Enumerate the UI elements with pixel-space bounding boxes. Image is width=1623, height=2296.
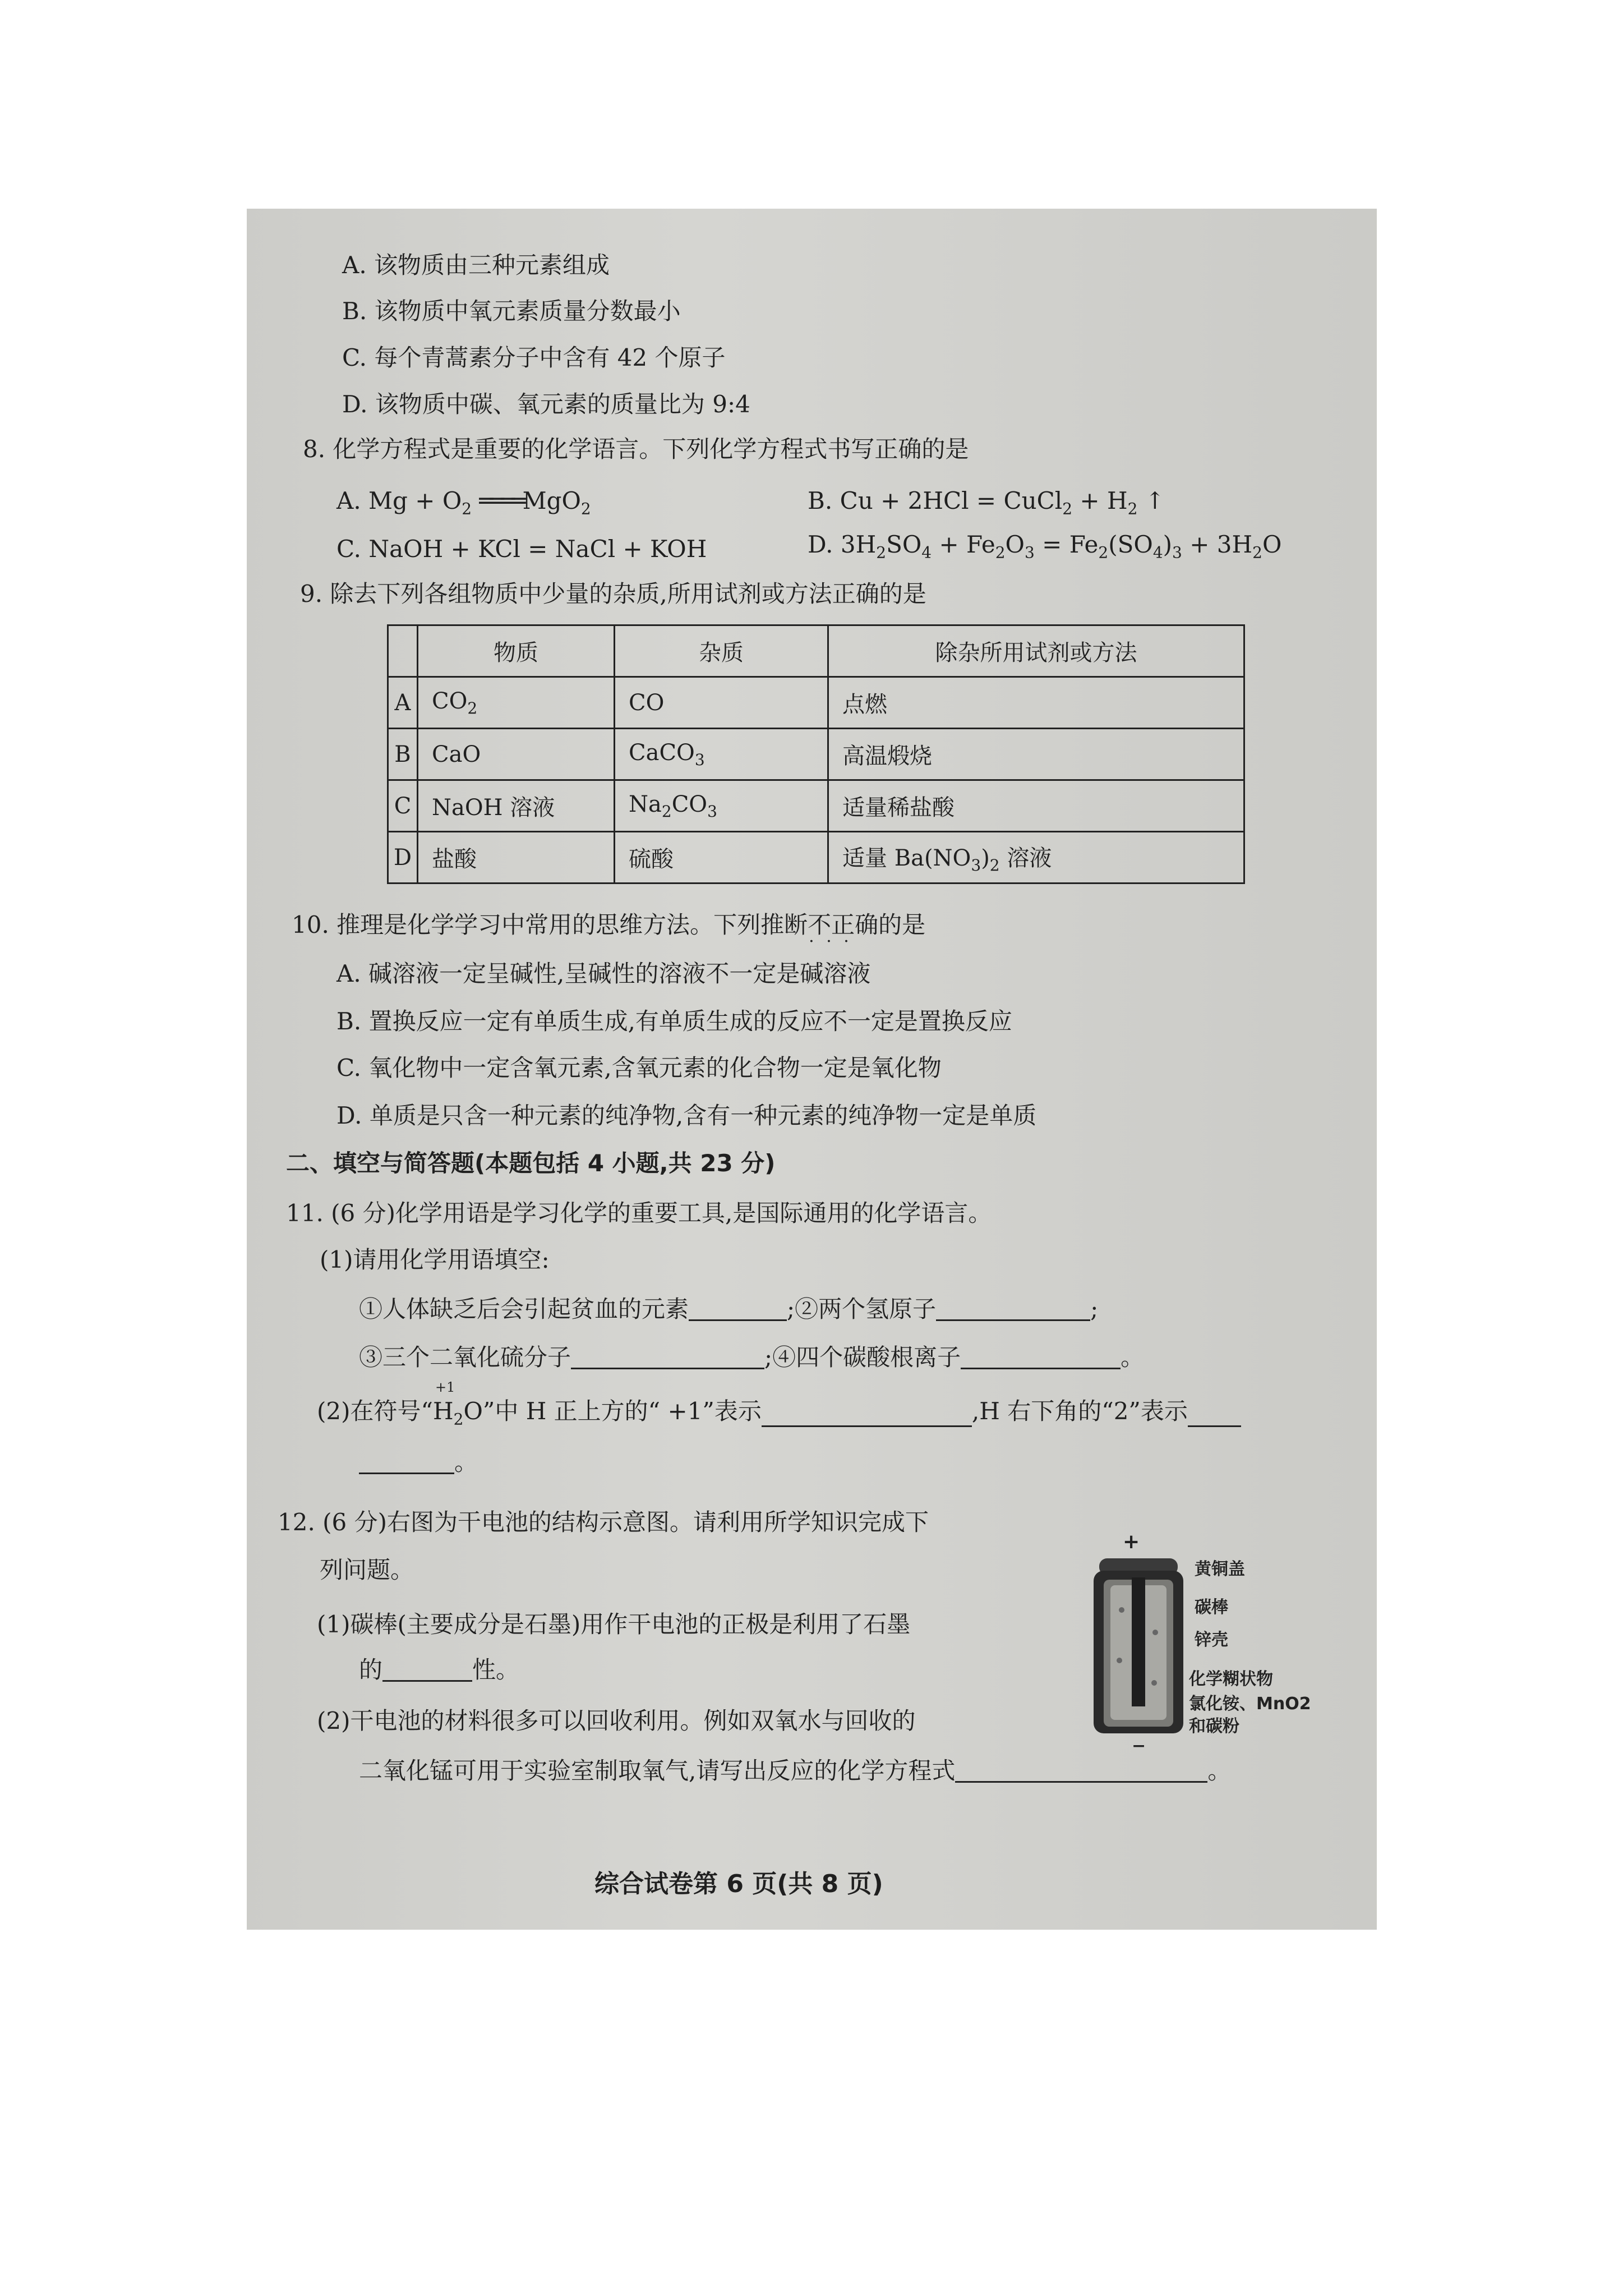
- q7-option-b: B. 该物质中氧元素质量分数最小: [342, 297, 681, 325]
- col-substance: 物质: [418, 625, 615, 677]
- q7-option-c: C. 每个青蒿素分子中含有 42 个原子: [342, 344, 726, 371]
- table-row: B CaO CaCO$_3$ 高温煅烧: [388, 729, 1244, 780]
- row-label: A: [388, 677, 418, 729]
- label-zinc-shell: 锌壳: [1195, 1630, 1228, 1650]
- label-carbon-powder: 和碳粉: [1189, 1717, 1239, 1736]
- label-chemical-paste: 化学糊状物: [1189, 1669, 1273, 1689]
- q10-option-c: C. 氧化物中一定含氧元素,含氧元素的化合物一定是氧化物: [336, 1054, 942, 1082]
- label-carbon-rod: 碳棒: [1195, 1598, 1228, 1617]
- table-row: A $CO_2$ CO 点燃: [388, 677, 1244, 729]
- q8-stem: 8. 化学方程式是重要的化学语言。下列化学方程式书写正确的是: [303, 435, 969, 463]
- answer-blank[interactable]: [961, 1345, 1121, 1369]
- q11-blank-line-1: ①人体缺乏后会引起贫血的元素 ;②两个氢原子 ;: [359, 1295, 1099, 1323]
- q12-stem-cont: 列问题。: [320, 1556, 414, 1584]
- svg-text:−: −: [1132, 1736, 1146, 1756]
- q12-part2: (2)干电池的材料很多可以回收利用。例如双氧水与回收的: [317, 1707, 916, 1734]
- answer-blank[interactable]: [571, 1345, 764, 1369]
- col-impurity: 杂质: [615, 625, 828, 677]
- battery-illustration: [1082, 1531, 1195, 1756]
- row-label: C: [388, 780, 418, 832]
- answer-blank[interactable]: [689, 1297, 787, 1321]
- q10-option-d: D. 单质是只含一种元素的纯净物,含有一种元素的纯净物一定是单质: [336, 1102, 1037, 1129]
- section-2-title: 二、填空与简答题(本题包括 4 小题,共 23 分): [286, 1149, 776, 1177]
- row-label: B: [388, 729, 418, 780]
- q8-option-c: C. NaOH + KCl = NaCl + KOH: [336, 535, 707, 563]
- q12-stem: 12. (6 分)右图为干电池的结构示意图。请利用所学知识完成下: [278, 1508, 929, 1536]
- table-row: D 盐酸 硫酸 适量 $Ba(NO_3)_2$ 溶液: [388, 832, 1244, 884]
- q8-option-d: D. $3H_2SO_4 + Fe_2O_3 = Fe_2(SO_4)_3 + 3H_2O$: [808, 531, 1282, 562]
- q11-blank-line-2: ③三个二氧化硫分子 ;④四个碳酸根离子 。: [359, 1343, 1145, 1371]
- answer-blank[interactable]: [359, 1450, 454, 1474]
- q12-part1-cont: 的 性。: [359, 1656, 520, 1683]
- q12-part2-cont: 二氧化锰可用于实验室制取氧气,请写出反应的化学方程式 。: [359, 1757, 1232, 1784]
- col-method: 除杂所用试剂或方法: [828, 625, 1244, 677]
- answer-blank[interactable]: [1188, 1403, 1241, 1427]
- page-footer: 综合试卷第 6 页(共 8 页): [594, 1870, 883, 1898]
- q11-part2-cont: 。: [359, 1450, 478, 1474]
- label-nh4cl-mno2: 氯化铵、MnO2: [1189, 1694, 1311, 1714]
- q11-part1: (1)请用化学用语填空:: [320, 1246, 550, 1273]
- table-header-row: [388, 625, 1244, 677]
- svg-text:+: +: [1123, 1531, 1140, 1553]
- answer-blank[interactable]: [382, 1658, 472, 1682]
- label-brass-cap: 黄铜盖: [1195, 1559, 1245, 1579]
- q11-part2: (2)在符号“$H_2O$ +1 ”中 H 正上方的“ +1”表示 ,H 右下角的“2”表示: [317, 1400, 1241, 1427]
- q10-stem: 10. 推理是化学学习中常用的思维方法。下列推断不正确 · · ·的是: [292, 913, 925, 937]
- q10-option-a: A. 碱溶液一定呈碱性,呈碱性的溶液不一定是碱溶液: [336, 960, 871, 987]
- row-label: D: [388, 832, 418, 884]
- dry-cell-diagram: [1082, 1531, 1363, 1773]
- q8-option-b: B. Cu + 2HCl = CuCl$_2$ + $H_2$ ↑: [808, 487, 1165, 518]
- q8-option-a: A. $Mg + O_2$ ════MgO$_2$: [336, 487, 591, 518]
- q7-option-a: A. 该物质由三种元素组成: [342, 251, 610, 279]
- q9-stem: 9. 除去下列各组物质中少量的杂质,所用试剂或方法正确的是: [300, 580, 926, 608]
- answer-blank[interactable]: [762, 1403, 972, 1427]
- table-row: C NaOH 溶液 $Na_2CO_3$ 适量稀盐酸: [388, 780, 1244, 832]
- answer-blank[interactable]: [936, 1297, 1090, 1321]
- q12-part1: (1)碳棒(主要成分是石墨)用作干电池的正极是利用了石墨: [317, 1611, 911, 1638]
- q10-option-b: B. 置换反应一定有单质生成,有单质生成的反应不一定是置换反应: [336, 1007, 1012, 1035]
- q7-option-d: D. 该物质中碳、氧元素的质量比为 9:4: [342, 390, 750, 418]
- impurity-table: [387, 624, 1245, 884]
- q11-stem: 11. (6 分)化学用语是学习化学的重要工具,是国际通用的化学语言。: [286, 1199, 992, 1227]
